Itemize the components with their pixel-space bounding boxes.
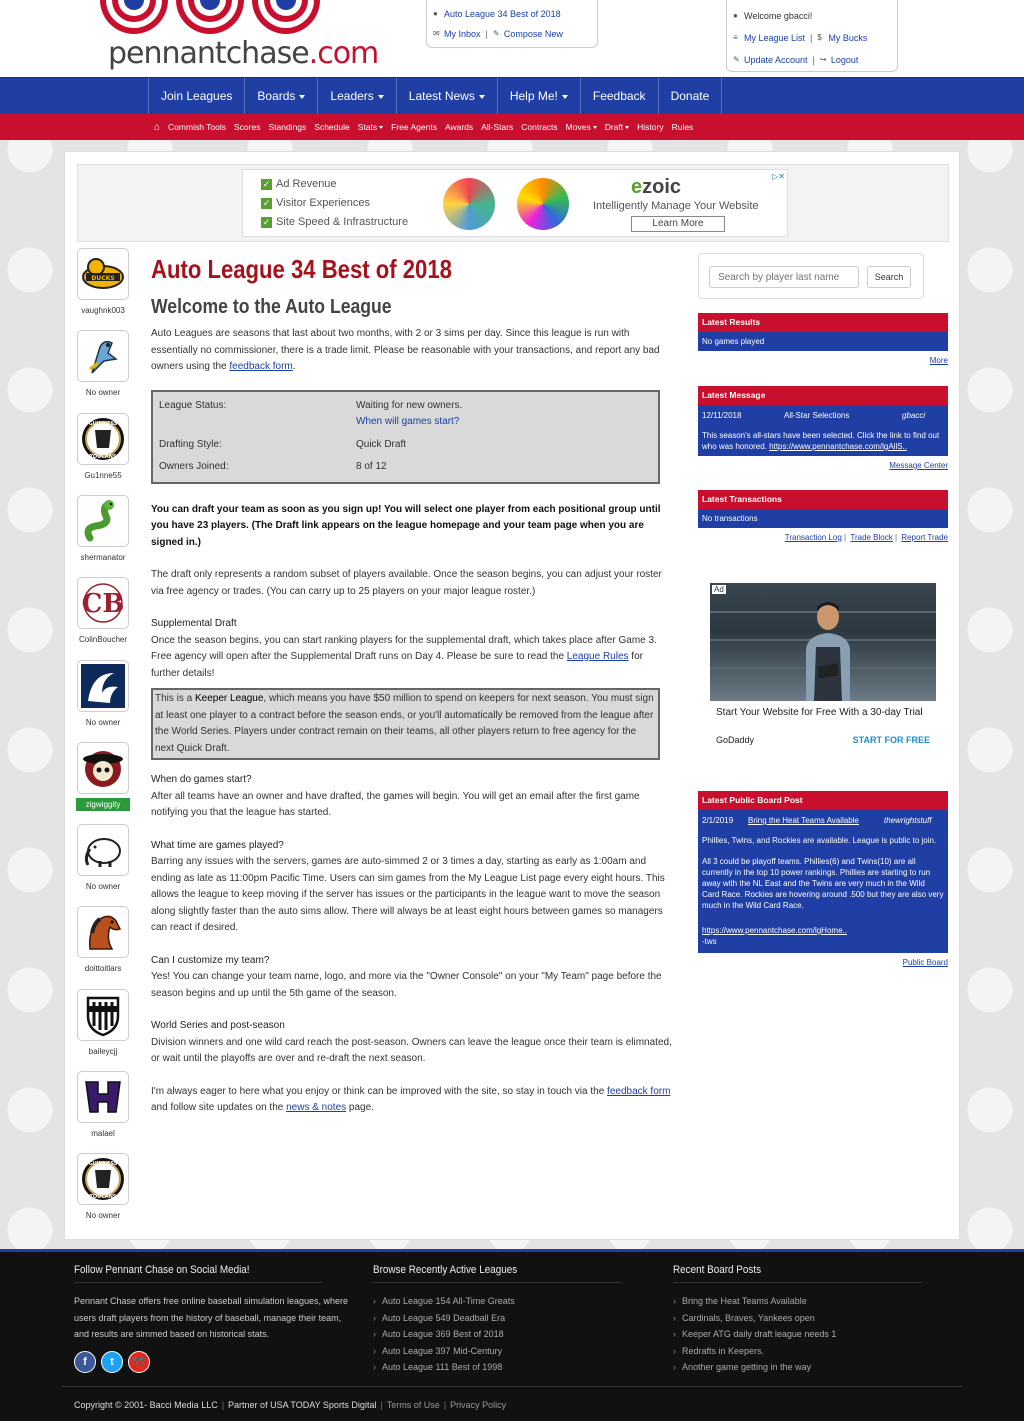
globe-icon: ● [433, 9, 438, 18]
owners-joined-label: Owners Joined: [159, 461, 229, 472]
subnav-stats[interactable]: Stats [354, 114, 387, 140]
chevron-right-icon: › [673, 1362, 676, 1372]
owner-name[interactable]: shermanator [80, 552, 126, 562]
svg-text:GUINNESS: GUINNESS [88, 420, 118, 427]
keeper-league-box: This is a Keeper League, which means you have $50 million to spend on keepers for next season. You must sign at least one player to a contract before the season ends, or you'll automatically be removed from the league after the World Series. Players under contract remain on their teams, all other players return to free agency for the next Quick Draft. [151, 688, 660, 760]
team-logo-guinness[interactable] [77, 1153, 129, 1205]
owner-card[interactable] [76, 906, 130, 973]
post-link[interactable]: https://www.pennantchase.com/lgHome.. [702, 926, 847, 935]
when-games-start-link[interactable]: When will games start? [356, 416, 460, 427]
chevron-right-icon: › [373, 1296, 376, 1306]
main-nav [0, 77, 1024, 114]
nav-join-leagues[interactable]: Join Leagues [148, 78, 245, 115]
footer-posts-title: Recent Board Posts [673, 1264, 921, 1283]
ad-headline: Start Your Website for Free With a 30-day Trial [716, 707, 923, 718]
feedback-form-link[interactable]: feedback form [229, 361, 293, 372]
owner-name[interactable]: vaughnk003 [81, 306, 125, 315]
learn-more-button[interactable]: Learn More [631, 216, 725, 232]
subnav-awards[interactable]: Awards [444, 122, 474, 132]
draft-instructions: You can draft your team as soon as you sign up! You will select one player from each positional group until you have 23 players. (The Draft link appears on the league homepage and your team page when you are signed in.) [151, 503, 661, 548]
footer-league-link[interactable]: › Auto League 369 Best of 2018 [373, 1329, 504, 1339]
latest-message-panel [698, 386, 948, 470]
news-notes-link[interactable]: news & notes [286, 1102, 347, 1113]
bunting-graphic [100, 0, 320, 36]
caret-down-icon [299, 95, 305, 99]
subnav-all-stars[interactable]: All-Stars [481, 122, 514, 132]
owner-card[interactable] [76, 824, 130, 891]
caret-down-icon [562, 95, 568, 99]
customize-heading: Can I customize my team? [151, 954, 270, 966]
subnav-standings[interactable]: Standings [268, 122, 307, 132]
chevron-right-icon: › [373, 1345, 376, 1356]
subnav-rules[interactable]: Rules [671, 122, 694, 132]
top-ad-banner [77, 164, 949, 242]
player-search [698, 253, 924, 299]
post-author: thewrightstuff [884, 816, 932, 825]
footer-league-link[interactable]: › Auto League 111 Best of 1998 [373, 1362, 503, 1372]
subnav-history[interactable]: History [637, 122, 664, 132]
post-line-2: All 3 could be playoff teams. Phillies(6) and Twins(10) are all currently in the top 10 power rankings. Phillies are starting to run away with the NL East and the Twins are very much in the Wild Card Race. Rockies are hovering around .500 but they are also very much in the Wild Card Race. [702, 857, 944, 910]
nav-help-me[interactable]: Help Me! [498, 78, 581, 115]
checkmark-icon: ✓ [262, 179, 271, 189]
subnav-draft[interactable]: Draft [601, 114, 633, 140]
update-account-link[interactable]: Update Account [744, 55, 808, 65]
subnav-moves[interactable]: Moves [562, 114, 601, 140]
feedback-form-link[interactable]: feedback form [607, 1085, 671, 1097]
home-link[interactable] [150, 114, 164, 140]
site-footer [0, 1249, 1024, 1421]
message-date: 12/11/2018 [702, 411, 742, 420]
owner-name[interactable]: No owner [85, 388, 121, 398]
report-trade-link[interactable]: Report Trade [901, 533, 948, 542]
league-status-label: League Status: [159, 399, 227, 411]
svg-text:DUCKS: DUCKS [91, 275, 115, 282]
latest-results-panel [698, 313, 948, 365]
person-graphic [798, 599, 858, 701]
chevron-right-icon: › [673, 1329, 676, 1339]
team-logo-horse[interactable] [77, 906, 129, 958]
owner-name[interactable]: baileycjj [88, 1046, 118, 1056]
team-logo-skull[interactable] [77, 742, 129, 794]
footer-league-link[interactable]: › Auto League 397 Mid-Century [373, 1345, 503, 1356]
message-author: gbacci [902, 411, 926, 420]
owner-name[interactable]: Gu1nne55 [84, 470, 122, 480]
home-icon: ⌂ [154, 122, 161, 133]
nav-feedback[interactable]: Feedback [581, 78, 659, 115]
subnav-schedule[interactable]: Schedule [314, 122, 350, 132]
footer-post-link[interactable]: › Another game getting in the way [673, 1362, 812, 1372]
compose-link[interactable]: Compose New [503, 29, 563, 39]
site-header [0, 0, 1024, 77]
owner-name[interactable]: zigwiggity [76, 798, 130, 811]
nav-latest-news[interactable]: Latest News [397, 78, 498, 115]
checkmark-icon: ✓ [262, 217, 271, 227]
world-series-text: Division winners and one wild card reach the post-season. Owners can leave the league once their team is elimnated, or wait until the playoffs are over and re-draft the next season. [151, 1036, 672, 1064]
message-subject: All-Star Selections [784, 411, 850, 420]
closing-text: I'm always eager to here what you enjoy or think can be improved with the site, so stay in touch via the feedback form and follow site updates on the news & notes page. [151, 1085, 671, 1113]
team-logo-guinness[interactable] [77, 413, 129, 465]
copyright-text: Copyright © 2001- Bacci Media LLC [74, 1400, 218, 1410]
account-links: ● Welcome gbacci! ≡ My League List | $ My Bucks ✎ Update Account | ↪ Logout [726, 0, 898, 72]
footer-leagues [373, 1264, 649, 1376]
search-button[interactable]: Search [867, 266, 911, 288]
league-sub-nav [0, 114, 1024, 140]
chevron-right-icon: › [373, 1362, 376, 1372]
ad-label: Ad [714, 585, 724, 594]
svg-text:GUINNESS: GUINNESS [88, 1161, 118, 1168]
team-logo-shield[interactable] [77, 989, 129, 1041]
footer-post-link[interactable]: › Bring the Heat Teams Available [673, 1296, 807, 1306]
subnav-free-agents[interactable]: Free Agents [391, 122, 437, 132]
svg-text:TOUCANS: TOUCANS [89, 453, 117, 460]
privacy-link[interactable]: Privacy Policy [450, 1400, 507, 1410]
ezoic-logo: ezoic [631, 176, 682, 198]
footer-leagues-title: Browse Recently Active Leagues [373, 1264, 621, 1283]
post-signature: -tws [702, 937, 717, 946]
owner-name[interactable]: doittoitlars [84, 964, 122, 974]
user-icon: ● [733, 11, 738, 20]
owner-card[interactable] [76, 1071, 130, 1138]
subnav-scores[interactable]: Scores [234, 122, 261, 132]
league-quick-links: ● Auto League 34 Best of 2018 ✉ My Inbox | ✎ Compose New [426, 0, 598, 48]
post-line-1: Phillies, Twins, and Rockies are available. League is public to join. [702, 836, 937, 845]
panel-title: Latest Transactions [698, 490, 948, 509]
team-logo-elephant[interactable] [77, 824, 129, 876]
game-times-text: Barring any issues with the servers, games are auto-simmed 2 or 3 times a day, starting as early as 1:00am and ending as late as 11:00pm Pacific Time. Users can sim games from the My League List page every eight hours. This allows the league to keep moving if the server has issues or the participants in the league want to move the season along slightly faster than the auto sims allow. There will always be at least eight hours between games so managers can react if desired. [151, 856, 665, 933]
public-board-panel [698, 791, 948, 967]
subnav-commish-tools[interactable]: Commish Tools [168, 122, 226, 132]
when-games-start-text: After all teams have an owner and have drafted, the games will begin. You will get an email after the first game notifying you that the league has started. [151, 790, 640, 818]
drafting-style-value: Quick Draft [356, 438, 407, 450]
league-rules-link[interactable]: League Rules [566, 651, 629, 662]
supplemental-draft-heading: Supplemental Draft [151, 618, 237, 629]
dollar-icon: $ [817, 33, 822, 42]
copyright-bar: Copyright © 2001- Bacci Media LLC | Partner of USA TODAY Sports Digital | Terms of Use | Privacy Policy [74, 1400, 507, 1410]
owner-card[interactable] [76, 660, 130, 727]
logout-icon: ↪ [819, 55, 827, 64]
page-container [64, 151, 960, 1240]
panel-title: Latest Results [698, 313, 948, 332]
team-logo-bird[interactable] [77, 330, 129, 382]
adchoices-icon[interactable]: ▷✕ [772, 172, 785, 181]
game-times-heading: What time are games played? [151, 839, 284, 851]
owner-card[interactable] [76, 742, 130, 811]
more-results-link[interactable]: More [929, 356, 948, 365]
caret-down-icon [625, 126, 629, 129]
panel-title: Latest Message [698, 386, 948, 405]
transaction-log-link[interactable]: Transaction Log [784, 533, 842, 542]
supplemental-draft-text: Once the season begins, you can start ranking players for the supplemental draft, which takes place after Game 3. Free agency will open after the Supplemental Draft runs on Day 4. Please be sure to read the League Rules for further details! [151, 634, 657, 679]
footer-league-link[interactable]: › Auto League 549 Deadball Era [373, 1312, 506, 1323]
owner-card[interactable] [76, 248, 130, 315]
latest-results-body: No games played [698, 332, 948, 351]
welcome-text: Welcome gbacci! [744, 11, 813, 21]
pencil-icon: ✎ [733, 55, 740, 64]
pencil-icon: ✎ [492, 29, 500, 38]
page-title: Auto League 34 Best of 2018 [151, 254, 452, 284]
terms-link[interactable]: Terms of Use [386, 1400, 440, 1410]
ezoic-tagline: Intelligently Manage Your Website [593, 200, 759, 212]
when-games-start-heading: When do games start? [151, 774, 252, 785]
footer-social-title: Follow Pennant Chase on Social Media! [74, 1264, 322, 1283]
logo-wordmark: pennantchase.com [108, 36, 379, 71]
league-list-link[interactable]: My League List [744, 33, 806, 43]
subnav-contracts[interactable]: Contracts [521, 122, 558, 132]
trade-block-link[interactable]: Trade Block [850, 533, 893, 542]
nav-boards[interactable]: Boards [245, 78, 318, 115]
godaddy-brand: GoDaddy [716, 735, 755, 745]
ad-photo [710, 583, 936, 701]
footer-league-link[interactable]: › Auto League 154 All-Time Greats [373, 1296, 515, 1306]
post-subject-link[interactable]: Bring the Heat Teams Available [748, 816, 859, 825]
chevron-right-icon: › [373, 1312, 376, 1323]
world-series-heading: World Series and post-season [151, 1020, 285, 1031]
team-logo-letter-h[interactable] [77, 1071, 129, 1123]
transactions-body: No transactions [698, 509, 948, 528]
post-date: 2/1/2019 [702, 816, 734, 825]
team-logo-monogram[interactable] [77, 577, 129, 629]
footer-social [74, 1264, 350, 1373]
public-board-link[interactable]: Public Board [902, 958, 948, 967]
current-league-link[interactable]: Auto League 34 Best of 2018 [444, 9, 561, 19]
chevron-right-icon: › [673, 1312, 676, 1323]
owners-joined-value: 8 of 12 [356, 461, 387, 472]
bucks-link[interactable]: My Bucks [828, 33, 868, 43]
owner-name[interactable]: malael [91, 1129, 115, 1138]
owner-name[interactable]: No owner [85, 1211, 121, 1221]
godaddy-ad[interactable] [710, 583, 936, 771]
owner-card[interactable] [76, 413, 130, 480]
logout-link[interactable]: Logout [830, 55, 859, 65]
caret-down-icon [479, 95, 485, 99]
twitter-icon[interactable]: t [101, 1351, 123, 1373]
facebook-icon[interactable]: f [74, 1351, 96, 1373]
partner-text: Partner of USA TODAY Sports Digital [228, 1400, 377, 1410]
chevron-right-icon: › [673, 1296, 676, 1306]
latest-transactions-panel: Latest Transactions No transactions Transaction Log | Trade Block | Report Trade [698, 490, 948, 542]
rubber-band-ball-graphic [517, 178, 569, 230]
owner-name[interactable]: No owner [85, 882, 121, 892]
footer-posts [673, 1264, 949, 1376]
message-body: This season's all-stars have been selected. Click the link to find out who was honored. https://www.pennantchase.com/lgAllS.. [702, 431, 940, 451]
svg-text:TOUCANS: TOUCANS [89, 1194, 117, 1201]
rss-icon[interactable]: ➿ [128, 1351, 150, 1373]
owner-card[interactable] [76, 330, 130, 397]
checkmark-icon: ✓ [262, 198, 271, 208]
caret-down-icon [379, 126, 383, 129]
intro-text: Auto Leagues are seasons that last about two months, with 2 or 3 sims per day. Since this league is run with essentially no commissioner, there is a trade limit. Please be reasonable with your transactions, and report any bad owners using the feedback form. [151, 328, 660, 372]
footer-about: Pennant Chase offers free online baseball simulation leagues, where users draft players from the history of baseball, manage their team, and results are simmed based on historical stats. [74, 1296, 349, 1339]
yarn-ball-graphic [443, 178, 495, 230]
owner-card[interactable] [76, 495, 130, 562]
caret-down-icon [378, 95, 384, 99]
svg-text:CB: CB [81, 589, 125, 620]
site-logo[interactable] [100, 0, 379, 77]
owner-card[interactable] [76, 577, 130, 644]
chevron-right-icon: › [673, 1345, 676, 1356]
owner-name[interactable]: No owner [85, 717, 121, 727]
start-for-free-button[interactable]: START FOR FREE [852, 735, 930, 745]
league-status-value: Waiting for new owners. [356, 399, 463, 411]
owner-card[interactable] [76, 1153, 130, 1220]
footer-post-link[interactable]: › Keeper ATG daily draft league needs 1 [673, 1329, 837, 1339]
owner-card[interactable] [76, 989, 130, 1056]
envelope-icon: ✉ [433, 29, 440, 38]
drafting-style-label: Drafting Style: [159, 438, 222, 450]
chevron-right-icon: › [373, 1329, 376, 1339]
league-status-box [151, 390, 660, 484]
message-link[interactable]: https://www.pennantchase.com/lgAllS.. [769, 442, 908, 451]
message-center-link[interactable]: Message Center [889, 461, 948, 470]
caret-down-icon [593, 126, 597, 129]
ezoic-ad[interactable]: ✓ Ad Revenue ✓ Visitor Experiences ✓ Site Speed & Infrastructure ezoic Intelligently Manage Your Website Learn More ▷✕ [242, 169, 788, 237]
team-logo-snake[interactable] [77, 495, 129, 547]
owner-name[interactable]: ColinBoucher [78, 635, 128, 645]
customize-text: Yes! You can change your team name, logo, and more via the "Owner Console" on your "My Team" page before the season begins and up until the 5th game of the season. [151, 971, 662, 999]
nav-leaders[interactable]: Leaders [318, 78, 396, 115]
nav-donate[interactable]: Donate [659, 78, 723, 115]
draft-subset-text: The draft only represents a random subset of players available. Once the season begins, you can adjust your roster via free agency or trades. (You can carry up to 25 players on your major league roster.) [151, 569, 662, 597]
team-logo-wave[interactable] [77, 660, 129, 712]
footer-post-link[interactable]: › Redrafts in Keepers. [673, 1345, 765, 1356]
league-content [151, 254, 673, 1117]
inbox-link[interactable]: My Inbox [444, 29, 481, 39]
player-search-input[interactable] [709, 266, 859, 288]
list-icon: ≡ [733, 33, 738, 42]
team-logo-rubber-ducks[interactable] [77, 248, 129, 300]
welcome-heading: Welcome to the Auto League [151, 296, 392, 318]
panel-title: Latest Public Board Post [698, 791, 948, 810]
footer-post-link[interactable]: › Cardinals, Braves, Yankees open [673, 1312, 815, 1323]
